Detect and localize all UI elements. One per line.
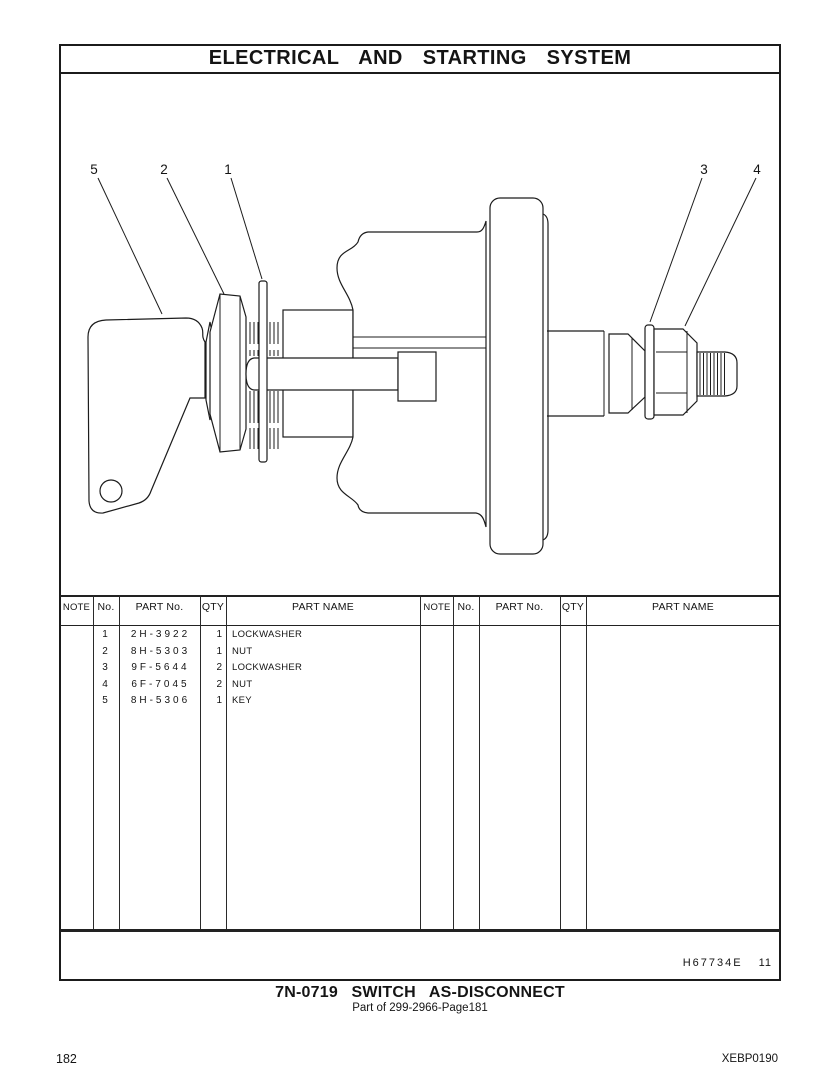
- cell-no: 1: [102, 629, 108, 640]
- table-bottom-line: [60, 929, 780, 932]
- lockwasher-3: [645, 325, 654, 419]
- page-number: 182: [56, 1052, 77, 1066]
- part-caption-subtitle: Part of 299-2966-Page181: [352, 1002, 488, 1014]
- callout-3: 3: [700, 162, 708, 177]
- cell-no: 2: [102, 646, 108, 657]
- lockwasher-1: [259, 281, 267, 462]
- cell-no: 4: [102, 679, 108, 690]
- flange-back-edge: [543, 214, 548, 540]
- cell-part-name: NUT: [232, 679, 253, 690]
- page-title: ELECTRICAL AND STARTING SYSTEM: [208, 47, 632, 69]
- cell-no: 5: [102, 695, 108, 706]
- doc-sheet-number: 11: [758, 957, 772, 969]
- col-header-note: NOTE: [423, 602, 451, 613]
- col-header-no: No.: [97, 601, 115, 613]
- switch-diagram: [60, 76, 780, 594]
- col-header-part-no: PART No.: [135, 601, 184, 613]
- cell-part-no: 6F-7045: [131, 679, 190, 690]
- col-header-qty: QTY: [201, 601, 225, 613]
- cell-part-name: LOCKWASHER: [232, 629, 303, 640]
- title-separator: [59, 72, 781, 74]
- col-header-part-name: PART NAME: [652, 601, 714, 613]
- cell-part-no: 9F-5644: [131, 662, 190, 673]
- callout-5: 5: [90, 162, 98, 177]
- cell-qty: 1: [216, 695, 222, 706]
- callout-1: 1: [224, 162, 232, 177]
- callout-4: 4: [753, 162, 761, 177]
- callout-2: 2: [160, 162, 168, 177]
- parts-table-rows: [0, 629, 840, 929]
- threaded-stud: [697, 352, 737, 396]
- col-header-qty: QTY: [561, 601, 585, 613]
- col-header-part-name: PART NAME: [292, 601, 354, 613]
- cell-qty: 2: [216, 679, 222, 690]
- part-caption-title: 7N-0719 SWITCH AS-DISCONNECT: [275, 984, 565, 1001]
- nut-4: [654, 329, 697, 415]
- mounting-flange: [490, 198, 543, 554]
- terminal-boss: [547, 331, 609, 416]
- cell-qty: 1: [216, 629, 222, 640]
- cell-part-no: 8H-5303: [130, 646, 191, 657]
- nut-2: [210, 294, 246, 452]
- cell-part-name: NUT: [232, 646, 253, 657]
- cell-part-name: KEY: [232, 695, 252, 706]
- key-part: [88, 318, 205, 513]
- center-shaft: [246, 358, 398, 390]
- col-header-part-no: PART No.: [495, 601, 544, 613]
- inner-hex: [609, 334, 645, 413]
- footer-code: XEBP0190: [721, 1053, 778, 1065]
- shaft-collar: [398, 352, 436, 401]
- cell-qty: 1: [216, 646, 222, 657]
- col-header-no: No.: [457, 601, 475, 613]
- cell-part-name: LOCKWASHER: [232, 662, 303, 673]
- cell-part-no: 2H-3922: [130, 629, 191, 640]
- cell-qty: 2: [216, 662, 222, 673]
- col-header-note: NOTE: [62, 602, 91, 613]
- doc-reference: [683, 957, 772, 969]
- cell-part-no: 8H-5306: [130, 695, 191, 706]
- doc-ref-code: H67734E: [682, 957, 743, 969]
- cell-no: 3: [102, 662, 108, 673]
